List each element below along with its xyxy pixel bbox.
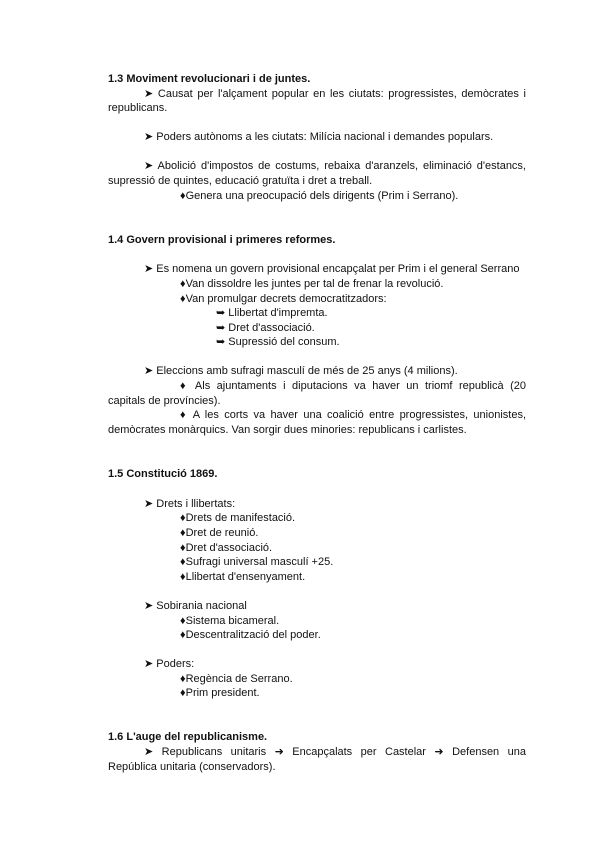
s14-subitem-4-line-1: ♦ A les corts va haver una coalició entre progressistes, unionistes, [180,409,526,421]
s15-subitem-3: ♦Dret d'associació. [180,542,273,554]
s15-item-3: ➤ Poders: [144,658,195,670]
s15-subitem-4: ♦Sufragi universal masculí +25. [180,556,334,568]
s15-subitem-5: ♦Llibertat d'ensenyament. [180,571,306,583]
s14-subitem-1: ♦Van dissoldre les juntes per tal de frenar la revolució. [180,278,444,290]
s15-subitem-8: ♦Regència de Serrano. [180,673,293,685]
s14-subsubitem-1: ➥ Llibertat d'impremta. [216,307,328,319]
section-1-3-heading: 1.3 Moviment revolucionari i de juntes. [108,73,311,85]
s15-subitem-6: ♦Sistema bicameral. [180,615,280,627]
s14-item-1: ➤ Es nomena un govern provisional encapçalat per Prim i el general Serrano [144,263,520,275]
s15-subitem-2: ♦Dret de reunió. [180,527,259,539]
s14-subsubitem-2: ➥ Dret d'associació. [216,322,315,334]
s13-item-3-line-2: supressió de quintes, educació gratuïta i dret a treball. [108,175,373,187]
s15-subitem-9: ♦Prim president. [180,687,260,699]
s15-subitem-7: ♦Descentralització del poder. [180,629,321,641]
s15-item-1: ➤ Drets i llibertats: [144,498,236,510]
s13-item-3-line-1: ➤ Abolició d'impostos de costums, rebaixa d'aranzels, eliminació d'estancs, [144,160,526,172]
s14-subitem-3-line-1: ♦ Als ajuntaments i diputacions va haver un triomf republicà (20 [180,380,526,392]
s15-subitem-1: ♦Drets de manifestació. [180,512,296,524]
s14-subitem-2: ♦Van promulgar decrets democratitzadors: [180,293,387,305]
s14-subitem-3-line-2: capitals de províncies). [108,395,221,407]
s14-subitem-4-line-2: demòcrates monàrquics. Van sorgir dues minories: republicans i carlistes. [108,424,467,436]
section-1-5-heading: 1.5 Constitució 1869. [108,468,218,480]
s15-item-2: ➤ Sobirania nacional [144,600,247,612]
section-1-6-heading: 1.6 L'auge del republicanisme. [108,731,268,743]
s14-subsubitem-3: ➥ Supressió del consum. [216,336,340,348]
s14-item-2: ➤ Eleccions amb sufragi masculí de més de 25 anys (4 milions). [144,365,458,377]
s16-item-1-line-1: ➤ Republicans unitaris ➜ Encapçalats per Castelar ➜ Defensen una [144,746,526,758]
section-1-4-heading: 1.4 Govern provisional i primeres reformes. [108,234,336,246]
s16-item-1-line-2: República unitaria (conservadors). [108,761,276,773]
s13-item-2: ➤ Poders autònoms a les ciutats: Milícia nacional i demandes populars. [144,131,494,143]
s13-item-1-line-2: republicans. [108,102,168,114]
s13-subitem-1: ♦Genera una preocupació dels dirigents (Prim i Serrano). [180,190,459,202]
s13-item-1-line-1: ➤ Causat per l'alçament popular en les ciutats: progressistes, demòcrates i [144,88,526,100]
